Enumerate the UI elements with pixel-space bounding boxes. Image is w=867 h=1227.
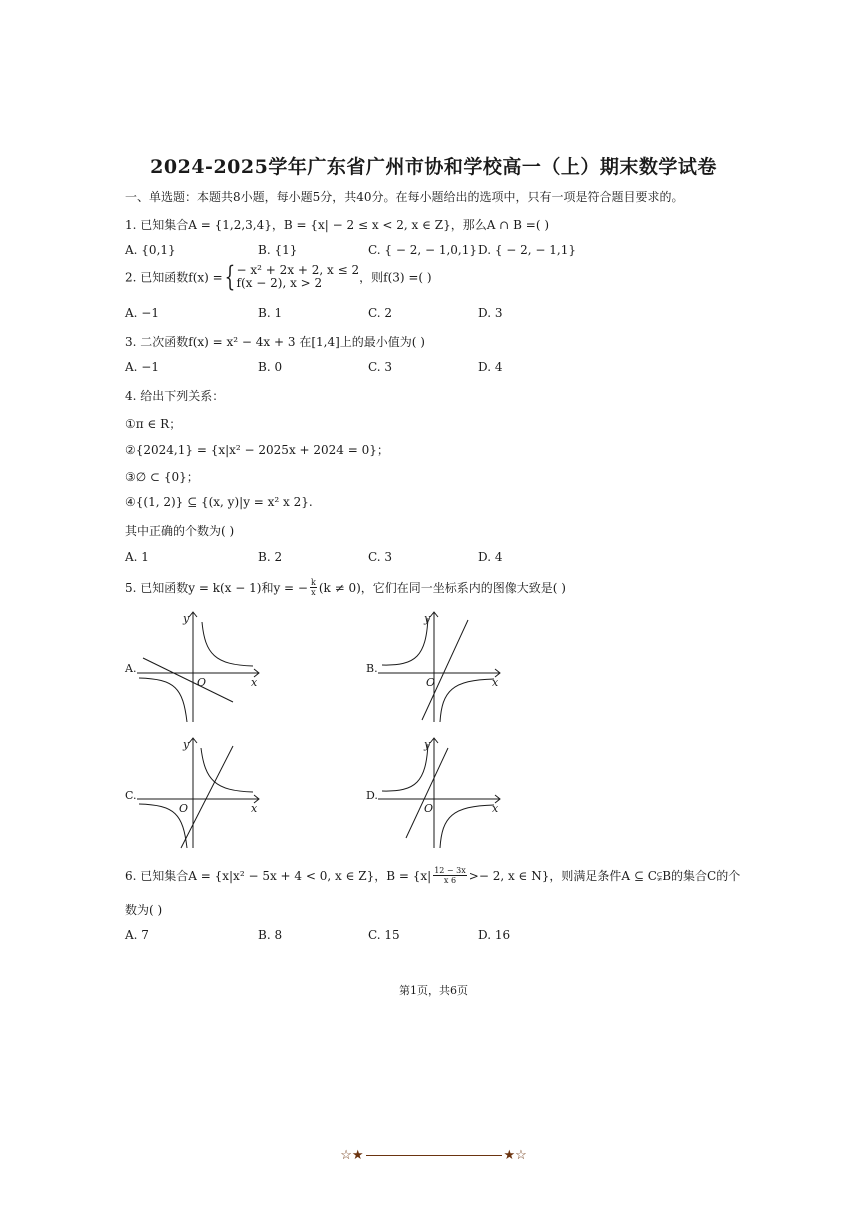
hyperbola-branch-q4 [440,679,494,722]
question-2-option-c: C. 2 [368,306,393,320]
x-axis-label: x [251,676,258,689]
graph-a-label: A. [125,662,137,675]
question-3-stem: 3. 二次函数f(x) = x² − 4x + 3 在[1,4]上的最小值为( ) [125,335,425,349]
question-2-option-b: B. 1 [258,306,283,320]
question-6-fraction [433,866,467,885]
page-footer: 第1页，共6页 [399,984,468,997]
graph-c-label: C. [125,789,137,802]
question-6-option-d: D. 16 [478,928,511,942]
section-heading: 一、单选题：本题共8小题，每小题5分，共40分。在每小题给出的选项中，只有一项是符合题目要求的。 [125,190,684,204]
piecewise-case-1: − x² + 2x + 2, x ≤ 2 [236,263,360,277]
question-6-stem-prefix: 6. 已知集合A = {x|x² − 5x + 4 < 0, x ∈ Z}，B = {x| [125,869,432,883]
hyperbola-branch-q2 [382,618,428,665]
question-2-stem-suffix: ，则f(3) =( ) [359,270,432,285]
question-2-option-d: D. 3 [478,306,503,320]
question-4-stem: 4. 给出下列关系： [125,389,225,403]
question-4-option-d: D. 4 [478,550,503,564]
question-4-conclusion: 其中正确的个数为( ) [125,524,235,538]
graph-c [135,732,265,852]
question-3-option-a: A. −1 [125,360,159,374]
star-icon-right: ★☆ [503,1148,527,1163]
origin-label: O [424,802,434,815]
fraction-numerator: k [310,578,316,587]
hyperbola-branch-q1 [201,748,253,792]
page-title: 2024-2025学年广东省广州市协和学校高一（上）期末数学试卷 [150,156,717,178]
question-2-option-a: A. −1 [125,306,159,320]
question-4-option-b: B. 2 [258,550,283,564]
question-1-option-c: C. { − 2, − 1,0,1} [368,243,478,257]
x-axis-label: x [251,802,258,815]
question-3-option-c: C. 3 [368,360,393,374]
line-graph [406,748,448,838]
piecewise-case-2: f(x − 2), x > 2 [236,276,323,290]
question-4-option-a: A. 1 [125,550,149,564]
hyperbola-branch-q2 [382,744,428,791]
origin-label: O [179,802,189,815]
question-5-stem [125,578,566,597]
y-axis-label: y [183,738,190,751]
question-5-stem-suffix: (k ≠ 0)，它们在同一坐标系内的图像大致是( ) [318,581,566,595]
question-1-option-a: A. {0,1} [125,243,176,257]
y-axis-label: y [424,612,431,625]
x-axis-label: x [492,676,499,689]
star-icon-left: ☆★ [340,1148,364,1163]
fraction-denominator: x [311,588,316,597]
question-4-item-2: ②{2024,1} = {x|x² − 2025x + 2024 = 0}； [125,443,389,457]
hyperbola-branch-q4 [440,805,494,848]
question-4-item-4: ④{(1, 2)} ⊆ {(x, y)|y = x² x 2}. [125,495,313,509]
question-1-option-d: D. { − 2, − 1,1} [478,243,576,257]
question-3-option-d: D. 4 [478,360,503,374]
question-6-stem [125,866,740,885]
question-5-fraction [310,578,317,597]
fraction-denominator: x 6 [443,876,457,885]
piecewise-block [237,264,360,290]
x-axis-label: x [492,802,499,815]
question-5-stem-prefix: 5. 已知函数y = k(x − 1)和y = − [125,581,308,595]
question-1-option-b: B. {1} [258,243,298,257]
graph-d [376,732,506,852]
y-axis-label: y [424,738,431,751]
hyperbola-branch-q3 [139,678,187,722]
question-6-stem-suffix: >− 2, x ∈ N}，则满足条件A ⊆ C⫋B的集合C的个 [468,869,741,883]
hyperbola-branch-q1 [202,622,253,666]
question-1-stem: 1. 已知集合A = {1,2,3,4}，B = {x| − 2 ≤ x < 2, x ∈ Z}，那么A ∩ B =( ) [125,218,549,232]
question-2-stem [125,260,432,293]
question-4-item-3: ③∅ ⊂ {0}； [125,470,199,484]
piecewise-brace: { [224,260,235,293]
question-2-stem-prefix: 2. 已知函数f(x) = [125,270,223,285]
graph-a [135,606,265,726]
question-6-option-a: A. 7 [125,928,149,942]
question-6-stem-line-2: 数为( ) [125,903,163,917]
y-axis-label: y [183,612,190,625]
question-3-option-b: B. 0 [258,360,283,374]
question-6-option-c: C. 15 [368,928,400,942]
question-6-option-b: B. 8 [258,928,283,942]
origin-label: O [197,676,207,689]
divider-line [366,1155,502,1156]
graph-b [376,606,506,726]
decorative-divider [0,1148,867,1163]
fraction-numerator: 12 − 3x [434,866,466,875]
origin-label: O [426,676,436,689]
graph-d-label: D. [366,789,378,802]
line-graph [181,746,233,848]
question-4-option-c: C. 3 [368,550,393,564]
graph-b-label: B. [366,662,378,675]
question-4-item-1: ①π ∈ R； [125,417,182,431]
line-graph [422,620,468,720]
